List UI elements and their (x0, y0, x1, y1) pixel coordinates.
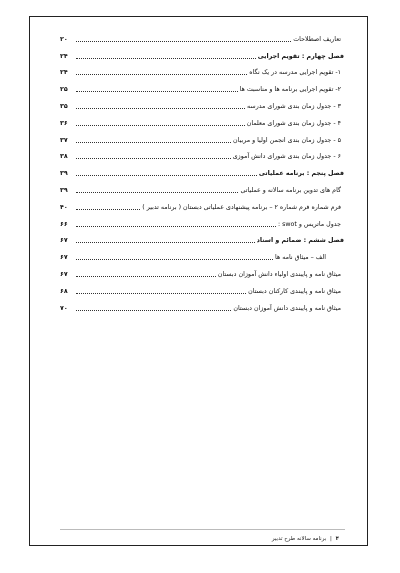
toc-entry-title: گام های تدوین برنامه سالانه و عملیاتی (240, 186, 341, 194)
toc-dot-leader (76, 157, 231, 159)
toc-entry-title: تعاریف اصطلاحات (293, 35, 341, 43)
footer-separator: | (330, 536, 332, 542)
toc-entry-page-number: ۲۵ (60, 86, 68, 94)
toc-entry-title: فرم شماره فرم شماره ۲ – برنامه پیشنهادی عملیاتی دبستان ( برنامه تدبیر ) (142, 203, 341, 211)
toc-dot-leader (76, 174, 257, 176)
toc-entry-page-number: ۲۴ (60, 52, 68, 60)
toc-entry[interactable] (60, 245, 344, 262)
page-footer (272, 536, 339, 542)
toc-entry-page-number: ۳۹ (60, 170, 68, 178)
toc-entry-title: فصل پنجم : برنامه عملیاتی (258, 170, 344, 178)
toc-entry[interactable] (60, 128, 344, 145)
toc-entry-page-number: ۲۰ (60, 35, 68, 43)
toc-entry[interactable] (60, 178, 344, 195)
toc-dot-leader (76, 40, 291, 42)
toc-dot-leader (76, 275, 216, 277)
toc-entry-title: میثاق نامه و پایبندی دانش آموزان دبستان (233, 304, 341, 312)
toc-entry-title: جدول ماتریس و swot : (277, 220, 341, 228)
toc-entry[interactable] (60, 27, 344, 44)
toc-entry[interactable] (60, 44, 344, 61)
toc-entry-title: الف – میثاق نامه ها (275, 254, 326, 262)
toc-entry-title: میثاق نامه و پایبندی اولیاء دانش آموزان دبستان (217, 270, 341, 278)
toc-entry-page-number: ۶۷ (60, 270, 68, 278)
toc-entry[interactable] (60, 296, 344, 313)
toc-entry[interactable] (60, 161, 344, 178)
footer-page-number: ۴ (335, 536, 339, 542)
toc-dot-leader (76, 57, 256, 59)
toc-entry[interactable] (60, 212, 344, 229)
footer-title: برنامه سالانه طرح تدبیر (271, 536, 327, 542)
toc-entry-page-number: ۶۷ (60, 254, 68, 262)
toc-entry-page-number: ۴۰ (60, 203, 68, 211)
toc-entry[interactable] (60, 61, 344, 78)
toc-dot-leader (76, 292, 246, 294)
toc-entry[interactable] (60, 145, 344, 162)
toc-entry-page-number: ۳۵ (60, 102, 68, 110)
toc-dot-leader (76, 141, 231, 143)
toc-entry-title: ۶ - جدول زمان بندی شورای دانش آموزی (232, 153, 341, 161)
toc-dot-leader (76, 208, 140, 210)
toc-entry[interactable] (60, 229, 344, 246)
toc-entry[interactable] (60, 111, 344, 128)
toc-entry-title: ۵ - جدول زمان بندی انجمن اولیا و مربیان (233, 136, 341, 144)
toc-dot-leader (76, 73, 247, 75)
toc-dot-leader (76, 191, 238, 193)
toc-dot-leader (76, 241, 255, 243)
toc-entry-page-number: ۷۰ (60, 304, 68, 312)
toc-entry[interactable] (60, 195, 344, 212)
toc-entry[interactable] (60, 262, 344, 279)
toc-dot-leader (76, 90, 238, 92)
toc-entry[interactable] (60, 77, 344, 94)
toc-entry[interactable] (60, 94, 344, 111)
toc-entry-page-number: ۲۴ (60, 69, 68, 77)
footer-divider (60, 529, 345, 530)
toc-entry-title: میثاق نامه و پایبندی کارکنان دبستان (248, 287, 341, 295)
toc-entry-page-number: ۶۶ (60, 220, 68, 228)
toc-dot-leader (76, 309, 231, 311)
toc-entry-title: ۴ - جدول زمان بندی شورای معلمان (246, 119, 341, 127)
toc-entry-page-number: ۳۸ (60, 153, 68, 161)
document-page (29, 16, 368, 546)
toc-entry-title: فصل چهارم : تقویم اجرایی (257, 52, 344, 60)
toc-entry-page-number: ۳۹ (60, 186, 68, 194)
table-of-contents (60, 27, 344, 313)
toc-dot-leader (76, 225, 276, 227)
toc-entry-title: ۲- تقویم اجرایی برنامه ها و مناسبت ها (239, 86, 341, 94)
toc-dot-leader (76, 258, 273, 260)
toc-dot-leader (76, 124, 245, 126)
toc-entry-page-number: ۶۷ (60, 237, 68, 245)
toc-entry-page-number: ۳۷ (60, 136, 68, 144)
toc-dot-leader (76, 107, 245, 109)
toc-entry-title: فصل ششم : ضمائم و اسناد (256, 237, 344, 245)
toc-entry-title: ۱- تقویم اجرایی مدرسه در یک نگاه (249, 69, 341, 77)
toc-entry[interactable] (60, 279, 344, 296)
toc-entry-title: ۳ - جدول زمان بندی شورای مدرسه (247, 102, 341, 110)
toc-entry-page-number: ۳۶ (60, 119, 68, 127)
toc-entry-page-number: ۶۸ (60, 287, 68, 295)
